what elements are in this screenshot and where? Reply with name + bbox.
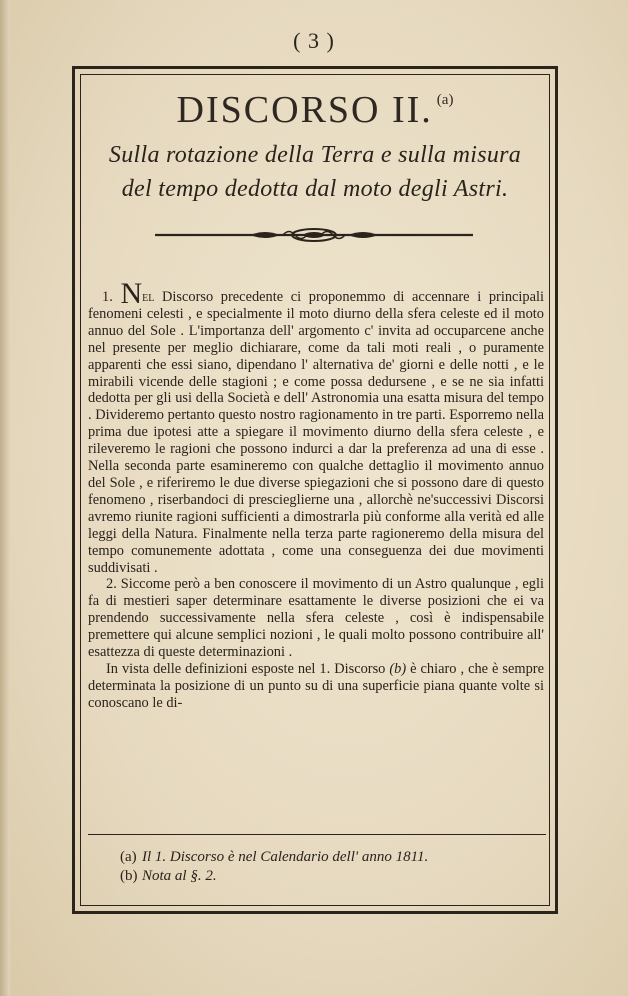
chapter-title-text: DISCORSO II. bbox=[176, 89, 433, 131]
title-footnote-mark: (a) bbox=[436, 92, 454, 108]
footnote-reference: (b) bbox=[389, 660, 407, 677]
footnotes bbox=[120, 848, 540, 886]
footnote-rule bbox=[88, 834, 546, 835]
paragraph-1 bbox=[88, 277, 544, 576]
footnote-mark: (a) bbox=[120, 849, 137, 865]
paragraph-3 bbox=[88, 661, 544, 712]
ornament-divider bbox=[155, 225, 473, 245]
subtitle-line-2: del tempo dedotta dal moto degli Astri. bbox=[121, 176, 509, 202]
small-caps: el bbox=[142, 289, 155, 305]
footnote-text: Nota al §. 2. bbox=[142, 868, 217, 884]
paragraph-3-text-b: è chiaro , che è sempre determinata la posizione di un punto su di una superficie piana quante volte si conoscano le di- bbox=[88, 660, 544, 711]
paragraph-3-text-a: In vista delle definizioni esposte nel 1. Discorso bbox=[106, 660, 390, 677]
footnote-text: Il 1. Discorso è nel Calendario dell' anno 1811. bbox=[142, 849, 429, 865]
footnote-b bbox=[120, 867, 540, 886]
chapter-title bbox=[80, 88, 550, 132]
drop-cap: N bbox=[120, 277, 143, 310]
footnote-a bbox=[120, 848, 540, 867]
body-text bbox=[88, 277, 544, 712]
footnote-mark: (b) bbox=[120, 868, 138, 884]
paragraph-1-text: Discorso precedente ci proponemmo di accennare i principali fenomeni celesti , e specialmente il moto diurno della sfera celeste ed il moto annuo del Sole . L'importanza dell' argomento c' invita ad occuparcene anche nel presente per meglio dichiarare, come da tali moti reali , o puramente apparenti che essi siano, dipendano l' alternativa de' giorni e delle notti , e le mirabili vicende delle stagioni ; e come possa dedursene , e se ne sia infatti dedotta per gli usi della Società e dell' Astronomia una esatta misura del tempo . Divideremo pertanto questo nostro ragionamento in tre parti. Esporremo nella prima due ipotesi atte a spiegare il movimento diurno della sfera celeste , e rileveremo le ragioni che possono indurci a dar la preferenza ad una di esse . Nella seconda parte esamineremo con qualche dettaglio il movimento annuo del Sole , e riferiremo le due diverse spiegazioni che si possono dare di questo fenomeno , riserbandoci di prescieglierne una , allorchè ne'successivi Discorsi avremo riunite ragioni sufficienti a dimostrarla più conforme alla verità ed alle leggi della Natura. Finalmente nella terza parte ragioneremo della misura del tempo comunemente adottata , come una conseguenza dei due movimenti suddivisati . bbox=[88, 289, 544, 576]
paragraph-2: 2. Siccome però a ben conoscere il movimento di un Astro qualunque , egli fa di mestieri saper determinare esattamente le diverse posizioni che ei va prendendo successivamente nella sfera celeste , così è indispensabile premettere qui alcune semplici nozioni , le quali molto possono contribuire all' esattezza di queste determinazioni . bbox=[88, 576, 544, 661]
paragraph-number: 1. bbox=[102, 289, 121, 305]
book-spine-shadow bbox=[0, 0, 10, 996]
subtitle-line-1: Sulla rotazione della Terra e sulla misura bbox=[108, 142, 522, 168]
page-number: ( 3 ) bbox=[293, 28, 335, 53]
